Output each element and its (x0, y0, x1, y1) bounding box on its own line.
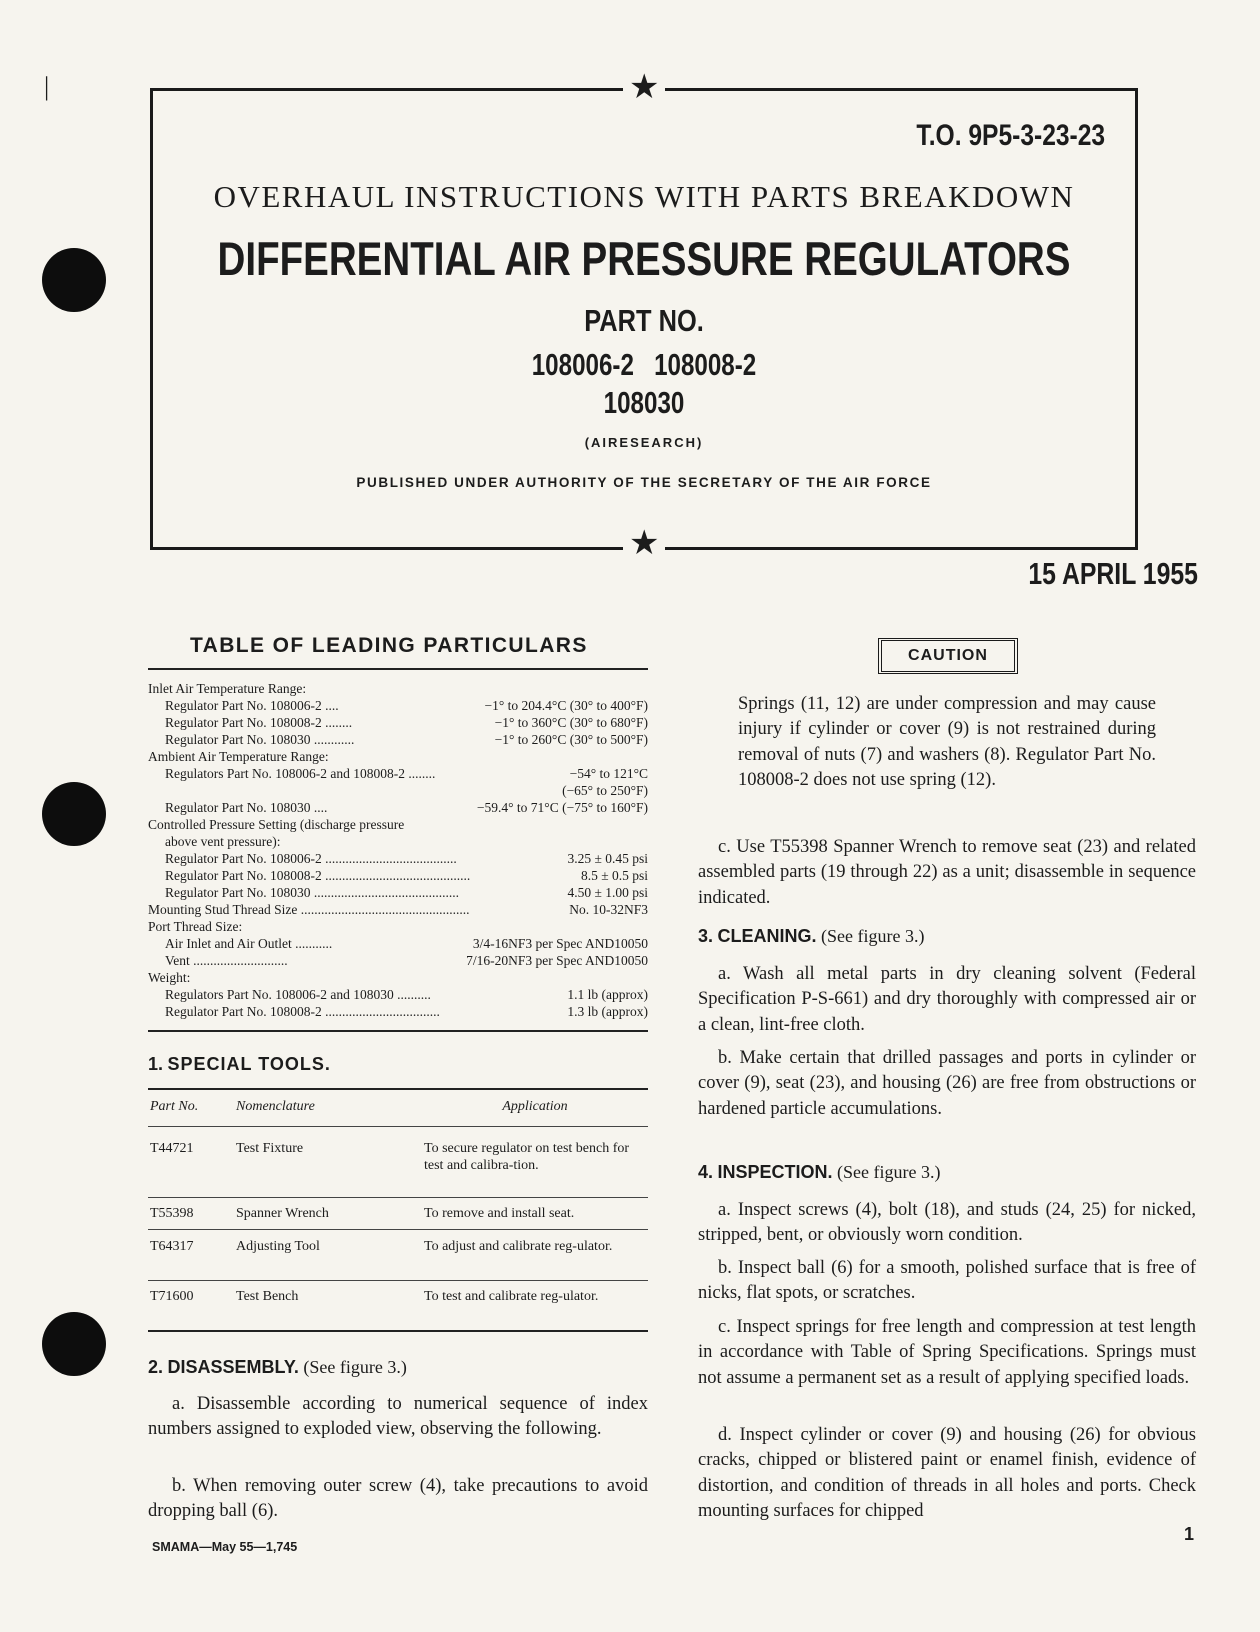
disassembly-step-a: a. Disassemble according to numerical sequence of index numbers assigned to exploded view, observing the following. (148, 1394, 648, 1440)
particular-label: Regulator Part No. 108008-2 .................................. (165, 1004, 440, 1019)
particular-label: Inlet Air Temperature Range: (148, 681, 307, 696)
particular-label: Mounting Stud Thread Size .................................................. (148, 902, 470, 917)
particular-label: Regulator Part No. 108006-2 ....................................... (165, 851, 457, 866)
particular-label: above vent pressure): (165, 834, 281, 849)
particular-value: 3/4-16NF3 per Spec AND10050 (472, 936, 648, 951)
particular-label: Regulator Part No. 108008-2 ........................................... (165, 868, 471, 883)
cleaning-step-b: b. Make certain that drilled passages and ports in cylinder or cover (9), seat (23), and housing (26) are free from obstructions or hardened particle accumulations. (698, 1048, 1196, 1119)
margin-mark: | (44, 72, 50, 101)
cover-box (150, 69, 1138, 562)
particular-label: Ambient Air Temperature Range: (148, 749, 329, 764)
disassembly-step-b: b. When removing outer screw (4), take precautions to avoid dropping ball (6). (148, 1476, 648, 1522)
particular-label: Regulator Part No. 108030 .... (165, 800, 328, 815)
tool-part: T55398 (150, 1206, 194, 1221)
cleaning-title: CLEANING. (717, 926, 817, 946)
caution-label: CAUTION (908, 647, 988, 664)
particular-value: 7/16-20NF3 per Spec AND10050 (466, 953, 648, 968)
tools-row-rule (148, 1280, 648, 1281)
manufacturer: (AIRESEARCH) (584, 435, 704, 450)
disassembly-ref: (See figure 3.) (303, 1357, 407, 1377)
binder-hole-middle (42, 782, 106, 846)
tool-application: To test and calibrate reg-ulator. (424, 1289, 599, 1304)
inspection-number: 4. (698, 1162, 714, 1182)
particular-label: Regulator Part No. 108030 ........................................... (165, 885, 459, 900)
cover-subtitle: OVERHAUL INSTRUCTIONS WITH PARTS BREAKDOWN (213, 179, 1075, 214)
star-top-icon: ★ (623, 71, 665, 105)
special-tools-title: SPECIAL TOOLS. (167, 1054, 331, 1074)
particular-value: −1° to 260°C (30° to 500°F) (494, 732, 648, 747)
tool-name: Test Fixture (236, 1141, 304, 1156)
particular-value: −1° to 204.4°C (30° to 400°F) (484, 698, 648, 713)
particulars-bottom-rule (148, 1030, 648, 1032)
disassembly-heading (148, 1355, 407, 1379)
particular-label: Regulators Part No. 108006-2 and 108030 .......... (165, 987, 431, 1002)
leading-particulars-title: TABLE OF LEADING PARTICULARS (190, 634, 588, 657)
particular-value: 4.50 ± 1.00 psi (567, 885, 648, 900)
tool-application: To remove and install seat. (424, 1206, 575, 1221)
particular-label: Regulator Part No. 108006-2 .... (165, 698, 339, 713)
particular-label: Regulator Part No. 108030 ............ (165, 732, 355, 747)
particular-value: −54° to 121°C (569, 766, 648, 781)
inspection-step-c: c. Inspect springs for free length and compression at test length in accordance with Table of Spring Specifications. Springs must not assume a permanent set as a result of applying specified loads. (698, 1317, 1196, 1388)
tool-part: T71600 (150, 1289, 194, 1304)
inspection-heading (698, 1160, 941, 1184)
special-tools-heading (148, 1052, 331, 1076)
tools-col-part: Part No. (150, 1099, 199, 1114)
tools-table-top-rule (148, 1088, 648, 1090)
particular-label: Controlled Pressure Setting (discharge pressure (148, 817, 405, 832)
particular-label: Air Inlet and Air Outlet ........... (165, 936, 333, 951)
particular-value: (−65° to 250°F) (562, 783, 648, 798)
to-number: T.O. 9P5-3-23-23 (916, 119, 1105, 152)
caution-box (878, 638, 1018, 674)
binder-hole-bottom (42, 1312, 106, 1376)
particular-value: −59.4° to 71°C (−75° to 160°F) (476, 800, 648, 815)
authority-line: PUBLISHED UNDER AUTHORITY OF THE SECRETARY OF THE AIR FORCE (356, 475, 932, 490)
disassembly-title: DISASSEMBLY. (167, 1357, 299, 1377)
inspection-step-b: b. Inspect ball (6) for a smooth, polished surface that is free of nicks, flat spots, or scratches. (698, 1258, 1196, 1304)
part-numbers-line-2: 108030 (603, 385, 685, 420)
tools-table-bottom-rule (148, 1330, 648, 1332)
tool-application: To secure regulator on test bench for test and calibra-tion. (424, 1141, 630, 1173)
cleaning-step-a: a. Wash all metal parts in dry cleaning solvent (Federal Specification P-S-661) and dry thoroughly with compressed air or a clean, lint-free cloth. (698, 964, 1196, 1035)
cleaning-ref: (See figure 3.) (821, 926, 925, 946)
particular-label: Weight: (148, 970, 191, 985)
particular-label: Vent ............................ (165, 953, 288, 968)
particular-value: 8.5 ± 0.5 psi (580, 868, 648, 883)
particular-label: Port Thread Size: (148, 919, 243, 934)
tools-row-rule (148, 1197, 648, 1198)
particulars-top-rule (148, 668, 648, 670)
printer-code: SMAMA—May 55—1,745 (152, 1540, 298, 1554)
binder-hole-top (42, 248, 106, 312)
disassembly-number: 2. (148, 1357, 164, 1377)
cleaning-heading (698, 924, 924, 948)
tool-name: Test Bench (236, 1289, 299, 1304)
tool-name: Spanner Wrench (236, 1206, 329, 1221)
inspection-title: INSPECTION. (717, 1162, 833, 1182)
tools-row-rule (148, 1229, 648, 1230)
particular-label: Regulators Part No. 108006-2 and 108008-2 ........ (165, 766, 436, 781)
tool-application: To adjust and calibrate reg-ulator. (424, 1239, 613, 1254)
particular-value: −1° to 360°C (30° to 680°F) (494, 715, 648, 730)
page-number: 1 (1184, 1524, 1195, 1544)
particular-value: 1.1 lb (approx) (567, 987, 648, 1002)
particular-value: No. 10-32NF3 (569, 902, 648, 917)
document-title: DIFFERENTIAL AIR PRESSURE REGULATORS (217, 232, 1071, 285)
inspection-step-a: a. Inspect screws (4), bolt (18), and studs (24, 25) for nicked, stripped, bent, or obviously worn condition. (698, 1200, 1196, 1246)
part-numbers-line-1: 108006-2 108008-2 (531, 347, 757, 382)
tools-header-rule (148, 1126, 648, 1127)
disassembly-step-c: c. Use T55398 Spanner Wrench to remove seat (23) and related assembled parts (19 through 22) as a unit; disassemble in sequence indicated. (698, 837, 1196, 908)
tools-col-application: Application (502, 1099, 568, 1114)
special-tools-number: 1. (148, 1054, 164, 1074)
tool-part: T64317 (150, 1239, 194, 1254)
particular-label: Regulator Part No. 108008-2 ........ (165, 715, 353, 730)
inspection-ref: (See figure 3.) (837, 1162, 941, 1182)
particular-value: 3.25 ± 0.45 psi (567, 851, 648, 866)
part-no-label: PART NO. (584, 303, 704, 338)
cleaning-number: 3. (698, 926, 714, 946)
caution-text: Springs (11, 12) are under compression and may cause injury if cylinder or cover (9) is not restrained during removal of nuts (7) and washers (8). Regulator Part No. 108008-2 does not use spring (12). (738, 694, 1156, 790)
tool-part: T44721 (150, 1141, 194, 1156)
tools-col-nomenclature: Nomenclature (236, 1099, 315, 1114)
publication-date: 15 APRIL 1955 (1028, 556, 1198, 591)
star-bottom-icon: ★ (623, 527, 665, 561)
particular-value: 1.3 lb (approx) (567, 1004, 648, 1019)
tool-name: Adjusting Tool (236, 1239, 320, 1254)
inspection-step-d: d. Inspect cylinder or cover (9) and housing (26) for obvious cracks, chipped or blistered paint or enamel finish, evidence of distortion, and condition of threads in all holes and ports. Check mounting surfaces for chipped (698, 1425, 1196, 1521)
